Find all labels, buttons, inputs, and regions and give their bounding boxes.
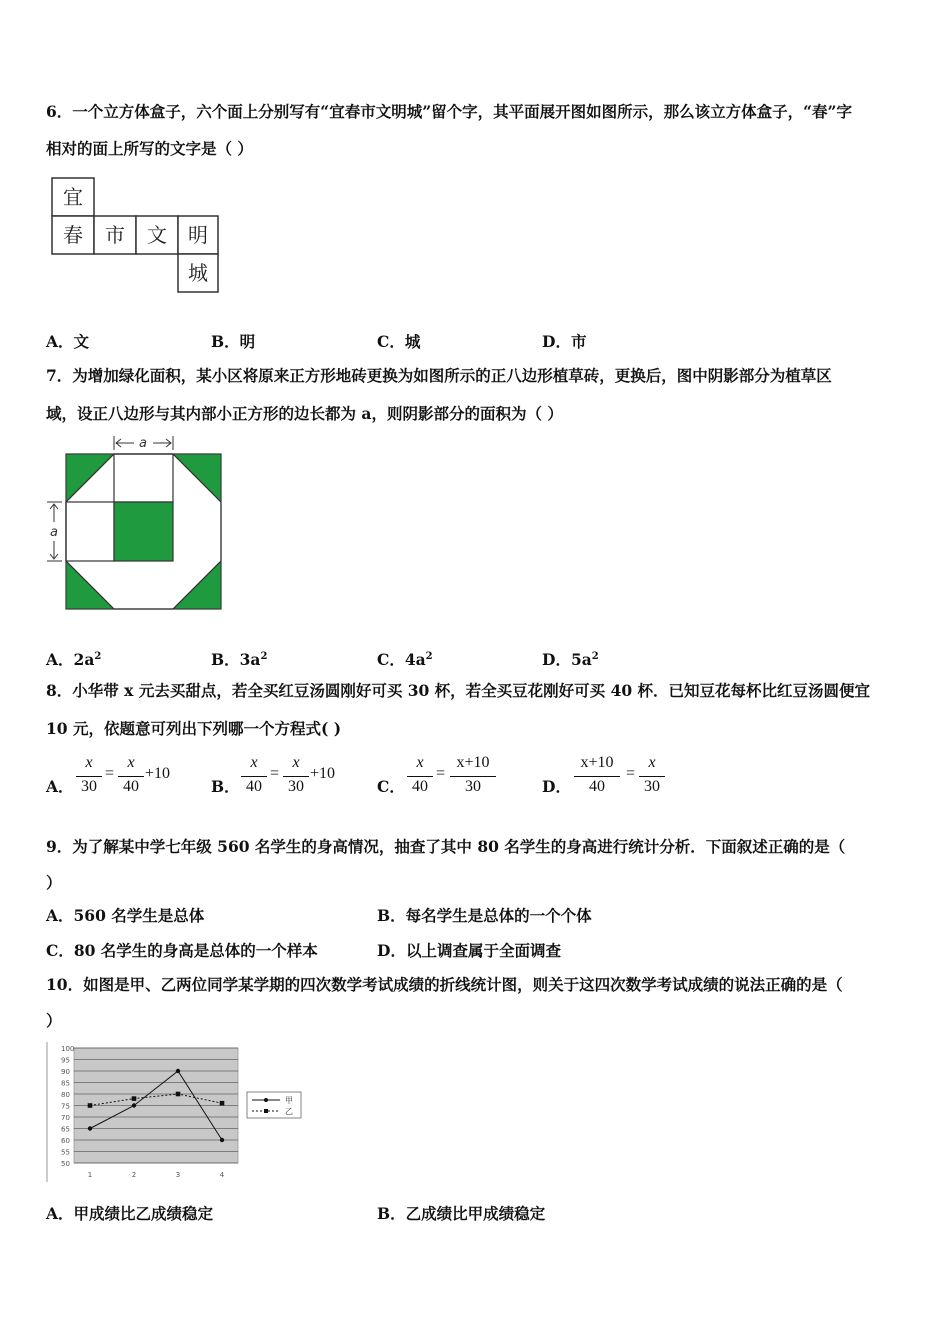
- net-cell-2: 春: [63, 223, 83, 247]
- q8-option-d-letter: D．: [542, 777, 571, 796]
- cube-net-figure: [46, 174, 226, 302]
- net-cell-3: 市: [105, 223, 125, 247]
- x-tick-label: 3: [175, 1171, 181, 1179]
- q8-option-b-letter: B．: [211, 777, 240, 796]
- y-tick-label: 95: [61, 1056, 70, 1065]
- q7-line1: 7．为增加绿化面积，某小区将原来正方形地砖更换为如图所示的正八边形植草砖，更换后，图中阴影部分为植草区: [46, 366, 832, 385]
- score-line-chart: [44, 1040, 306, 1185]
- octagon-tile-figure: [44, 432, 226, 614]
- series-point: [176, 1092, 181, 1097]
- y-tick-label: 100: [61, 1045, 75, 1053]
- q6-option-c: C．城: [377, 332, 421, 351]
- q9-option-b: B．每名学生是总体的一个个体: [377, 906, 592, 925]
- series-point: [132, 1103, 136, 1107]
- q6-option-b: B．明: [211, 332, 256, 351]
- q6-line1: 6．一个立方体盒子，六个面上分别写有“宜春市文明城”留个字，其平面展开图如图所示，那么该立方体盒子，“春”字: [46, 102, 852, 121]
- q9-option-c: C．80 名学生的身高是总体的一个样本: [46, 941, 318, 960]
- x-tick-label: 1: [87, 1171, 93, 1179]
- y-tick-label: 50: [61, 1160, 70, 1168]
- y-tick-label: 55: [61, 1148, 70, 1157]
- y-tick-label: 75: [61, 1102, 70, 1111]
- y-tick-label: 65: [61, 1125, 70, 1134]
- q8-option-c-letter: C．: [377, 777, 405, 796]
- q7-option-a: A．$2a^2$: [46, 650, 102, 670]
- q8-option-a-tail: +10: [145, 765, 171, 782]
- legend-marker: [264, 1109, 268, 1113]
- q6-option-d: D．市: [542, 332, 587, 351]
- q10-option-a: A．甲成绩比乙成绩稳定: [46, 1204, 214, 1223]
- q9-line1: 9．为了解某中学七年级 560 名学生的身高情况，抽查了其中 80 名学生的身高进行统计分析．下面叙述正确的是（: [46, 837, 846, 856]
- legend-label: 甲: [285, 1096, 293, 1105]
- q7-option-c: C．$4a^2$: [377, 650, 433, 670]
- legend-label: 乙: [285, 1107, 293, 1116]
- x-tick-label: 4: [219, 1171, 225, 1179]
- q8-line2: 10 元，依题意可列出下列哪一个方程式( ): [46, 719, 342, 738]
- q8-option-a-letter: A．: [46, 777, 74, 796]
- q8-option-b-tail: +10: [310, 765, 336, 782]
- y-tick-label: 70: [61, 1114, 70, 1122]
- series-point: [132, 1096, 137, 1101]
- y-tick-label: 80: [61, 1091, 70, 1099]
- series-point: [220, 1101, 225, 1106]
- series-point: [176, 1069, 180, 1073]
- dimension-label-top: a: [139, 436, 147, 451]
- series-point: [220, 1138, 224, 1142]
- net-cell-5: 明: [188, 223, 208, 247]
- y-tick-label: 90: [61, 1068, 70, 1076]
- q6-line2: 相对的面上所写的文字是（ ）: [46, 139, 253, 158]
- series-point: [88, 1103, 93, 1108]
- q10-line2: ）: [46, 1011, 62, 1030]
- series-point: [88, 1126, 92, 1130]
- q6-option-a: A．文: [46, 332, 90, 351]
- net-cell-1: 宜: [63, 185, 83, 209]
- q7-option-b: B．$3a^2$: [211, 650, 268, 670]
- q9-option-d: D．以上调查属于全面调查: [377, 941, 561, 960]
- q9-line2: ）: [46, 873, 62, 892]
- y-tick-label: 85: [61, 1079, 70, 1088]
- dimension-label-left: a: [50, 525, 58, 540]
- legend-marker: [264, 1098, 268, 1102]
- q7-line2: 域，设正八边形与其内部小正方形的边长都为 a，则阴影部分的面积为（ ）: [46, 404, 563, 423]
- q9-option-a: A．560 名学生是总体: [46, 906, 205, 925]
- net-cell-4: 文: [147, 223, 167, 247]
- q7-option-d: D．$5a^2$: [542, 650, 599, 670]
- q8-line1: 8．小华带 x 元去买甜点，若全买红豆汤圆刚好可买 30 杯，若全买豆花刚好可买 40 杯．已知豆花每杯比红豆汤圆便宜: [46, 681, 871, 700]
- q10-option-b: B．乙成绩比甲成绩稳定: [377, 1204, 546, 1223]
- y-tick-label: 60: [61, 1137, 70, 1145]
- q10-line1: 10．如图是甲、乙两位同学某学期的四次数学考试成绩的折线统计图，则关于这四次数学考试成绩的说法正确的是（: [46, 975, 843, 994]
- x-tick-label: 2: [131, 1171, 137, 1179]
- net-cell-6: 城: [188, 261, 208, 285]
